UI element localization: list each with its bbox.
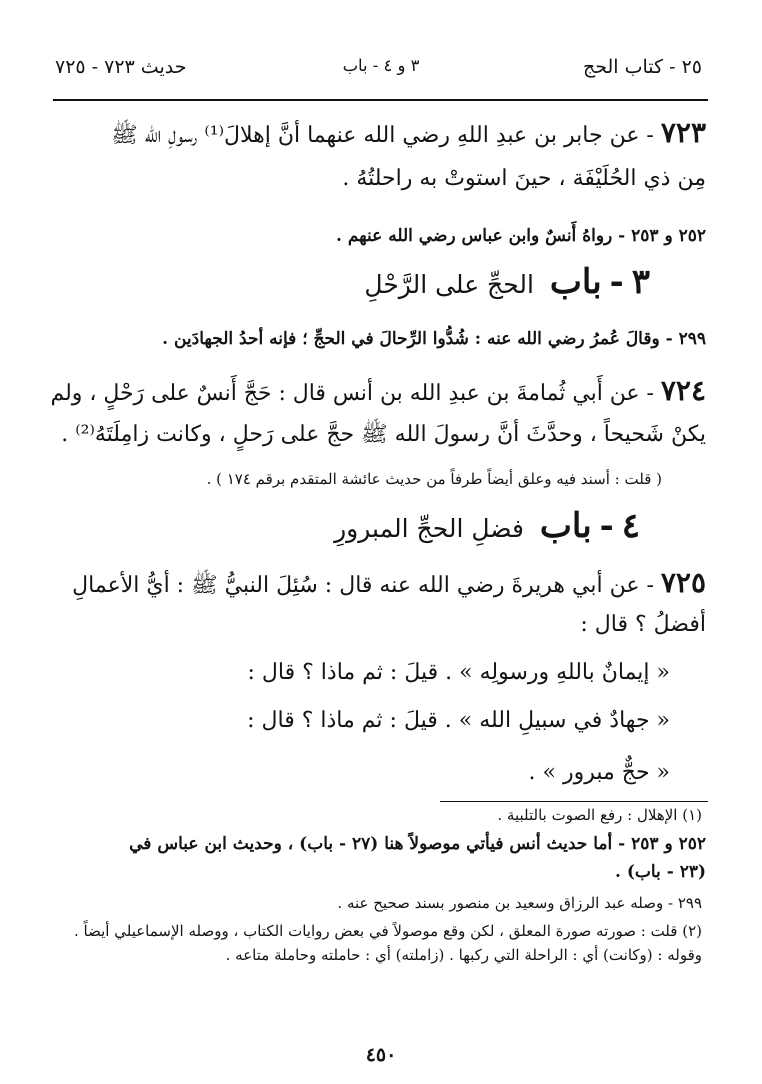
note-299: ٢٩٩ - وقالَ عُمرُ رضي الله عنه : شُدُّوا الرِّحالَ في الحجِّ ؛ فإنه أحدُ الجهادَين .	[162, 329, 706, 349]
hadith-724-number: ٧٢٤	[660, 374, 706, 407]
hadith-723-text1: - عن جابر بن عبدِ اللهِ رضي الله عنهما أنَّ إهلالَ⁽¹⁾ رسولِ الله ﷺ	[111, 123, 654, 148]
hadith-725-line1	[72, 566, 706, 603]
hadith-724-line2: يكنْ شَحيحاً ، وحدَّثَ أنَّ رسولَ الله ﷺ حجَّ على رَحلٍ ، وكانت زامِلَتَهُ⁽²⁾ .	[61, 422, 706, 447]
footnote-252-line2: (٢٣ - باب) .	[614, 862, 706, 882]
footnote-2: (٢) قلت : صورته صورة المعلق ، لكن وقع موصولاً في بعض روايات الكتاب ، ووصله الإسماعيلي أيضاً .	[74, 922, 702, 940]
footnote-2-continuation: وقوله : (وكانت) أي : الراحلة التي ركبها . (زاملته) أي : حاملته وحاملة متاعه .	[225, 946, 702, 964]
header-hadith-range: حديث ٧٢٣ - ٧٢٥	[55, 56, 187, 78]
bab-4-word: باب	[539, 506, 592, 546]
footnote-299: ٢٩٩ - وصله عبد الرزاق وسعيد بن منصور بسند صحيح عنه .	[337, 894, 702, 912]
bab-3-dash: -	[609, 262, 624, 302]
hadith-725-number: ٧٢٥	[660, 566, 706, 599]
bab-4-dash: -	[599, 506, 614, 546]
hadith-725-line3: « إيمانٌ باللهِ ورسولِه » . قيلَ : ثم ماذا ؟ قال :	[247, 660, 670, 685]
bab-4-heading	[334, 506, 640, 546]
hadith-725-line5: « حجٌّ مبرور » .	[528, 760, 670, 785]
hadith-723-line1	[111, 116, 706, 153]
footnote-rule	[440, 801, 708, 802]
bab-4-title: فضلِ الحجِّ المبرورِ	[334, 514, 524, 543]
header-section: ٣ و ٤ - باب	[342, 56, 420, 75]
bab-3-number: ٣	[631, 262, 650, 302]
footnote-1: (١) الإهلال : رفع الصوت بالتلبية .	[497, 806, 702, 824]
bab-3-heading	[364, 262, 650, 302]
bab-4-number: ٤	[621, 506, 640, 546]
bab-3-title: الحجِّ على الرَّحْلِ	[364, 270, 534, 299]
footnote-252-line1: ٢٥٢ و ٢٥٣ - أما حديث أنس فيأتي موصولاً هنا (٢٧ - باب) ، وحديث ابن عباس في	[129, 834, 706, 854]
header-rule	[53, 99, 708, 101]
hadith-724-line1	[51, 374, 706, 407]
hadith-724-text1: - عن أَبي ثُمامةَ بن عبدِ الله بن أنس قال : حَجَّ أَنسٌ على رَحْلٍ ، ولم	[50, 381, 654, 406]
hadith-725-text1: - عن أبي هريرةَ رضي الله عنه قال : سُئِلَ النبيُّ ﷺ : أيُّ الأعمالِ	[72, 573, 654, 598]
hadith-723-line2: مِن ذي الحُلَيْفَة ، حينَ استوتْ به راحلتُهُ .	[342, 166, 706, 191]
header-chapter: ٢٥ - كتاب الحج	[582, 56, 702, 78]
bab-3-word: باب	[549, 262, 602, 302]
note-252: ٢٥٢ و ٢٥٣ - رواهُ أَنسٌ وابن عباس رضي الله عنهم .	[336, 226, 706, 246]
hadith-725-line4: « جهادٌ في سبيلِ الله » . قيلَ : ثم ماذا ؟ قال :	[247, 708, 670, 733]
hadith-725-line2: أفضلُ ؟ قال :	[580, 612, 706, 637]
page-number: ٤٥٠	[365, 1044, 397, 1066]
hadith-723-number: ٧٢٣	[660, 116, 706, 149]
qult-note: ( قلت : أسند فيه وعلق أيضاً طرفاً من حديث عائشة المتقدم برقم ١٧٤ ) .	[206, 470, 662, 488]
